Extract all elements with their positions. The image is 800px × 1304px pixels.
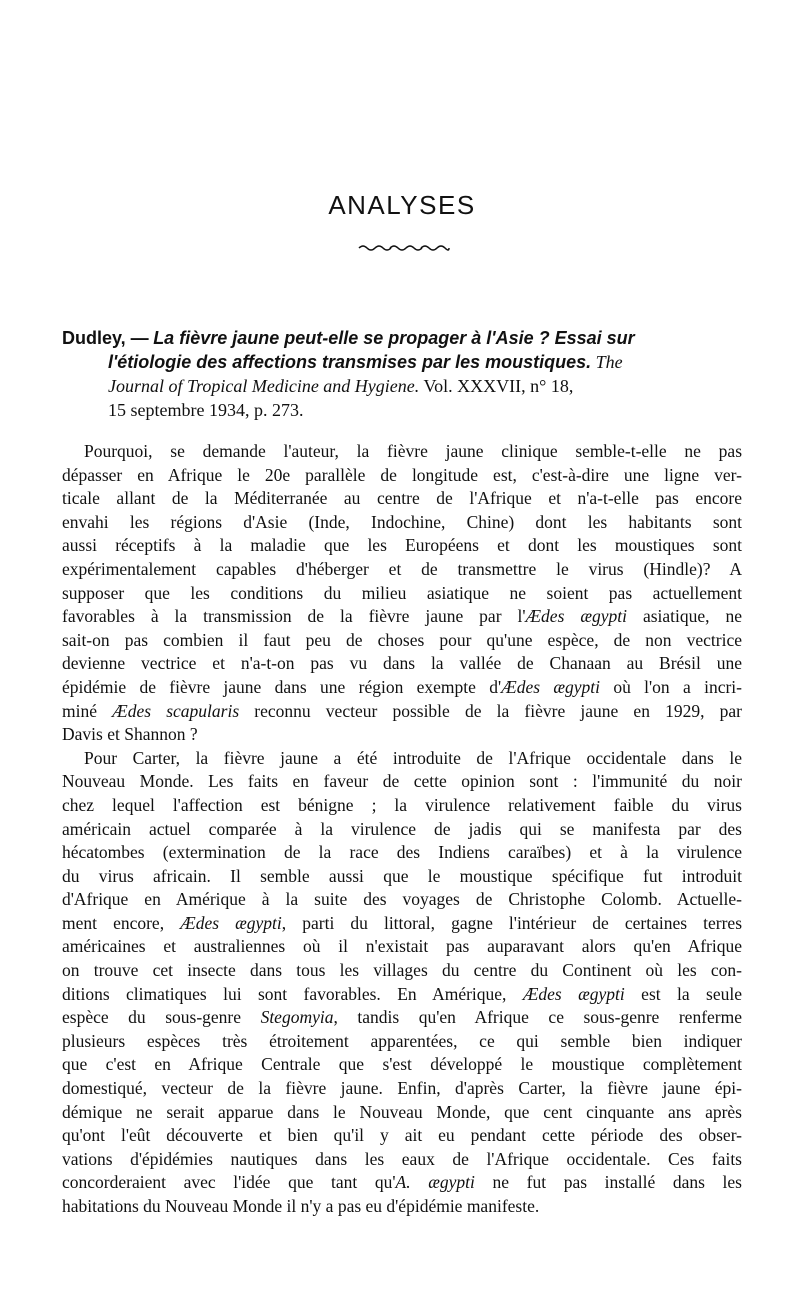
text-segment: ditions climatiques lui sont favorables. En Amérique, <box>62 983 523 1004</box>
species-name: Ædes ægypti <box>501 676 601 697</box>
text-line <box>62 1006 742 1030</box>
text-segment: ne fut pas installé dans les <box>474 1172 742 1193</box>
decorative-ornament <box>357 242 451 252</box>
text-line: Davis et Shannon ? <box>62 724 198 745</box>
text-line: démique ne serait apparue dans le Nouveau Monde, que cent cinquante ans après <box>62 1101 742 1122</box>
text-segment: ment encore, <box>62 912 181 933</box>
document-page <box>62 0 742 1304</box>
text-line <box>62 912 742 936</box>
text-line: dépasser en Afrique le 20e parallèle de longitude est, c'est-à-dire une ligne ver- <box>62 464 742 485</box>
text-line: chez lequel l'affection est bénigne ; la virulence relativement faible du virus <box>62 794 742 815</box>
text-line: qu'ont l'eût découverte et bien qu'il y ait eu pendant cette période des obser- <box>62 1125 742 1146</box>
article-body <box>62 440 742 1219</box>
text-segment: concorderaient avec l'idée que tant qu' <box>62 1172 396 1193</box>
species-name: Ædes ægypti <box>525 606 627 627</box>
reference-line-1 <box>62 326 742 350</box>
text-line <box>62 983 742 1007</box>
text-line <box>62 1171 742 1195</box>
text-segment: , tandis qu'en Afrique ce sous-genre renferme <box>333 1007 742 1028</box>
text-segment: miné <box>62 700 113 721</box>
text-line: envahi les régions d'Asie (Inde, Indochine, Chine) dont les habitants sont <box>62 511 742 532</box>
reference-date: 15 septembre 1934, p. 273. <box>108 400 304 420</box>
paragraph-2 <box>62 747 742 1219</box>
species-name: A. ægypti <box>395 1172 475 1193</box>
text-segment: favorables à la transmission de la fièvre jaune par l' <box>62 606 526 627</box>
text-segment: reconnu vecteur possible de la fièvre jaune en 1929, par <box>239 700 742 721</box>
text-line: plusieurs espèces très étroitement apparentées, ce qui semble bien indiquer <box>62 1030 742 1051</box>
text-segment: espèce du sous-genre <box>62 1007 261 1028</box>
text-segment: asiatique, ne <box>627 606 742 627</box>
reference-line-4 <box>62 398 742 422</box>
text-line: hécatombes (extermination de la race des Indiens caraïbes) et à la virulence <box>62 842 742 863</box>
text-line: ticale allant de la Méditerranée au centre de l'Afrique et n'a-t-elle pas encore <box>62 488 742 509</box>
text-line: Pourquoi, se demande l'auteur, la fièvre jaune clinique semble-t-elle ne pas <box>84 441 742 461</box>
text-segment: épidémie de fièvre jaune dans une région exempte d' <box>62 676 502 697</box>
text-line: expérimentalement capables d'héberger et de transmettre le virus (Hindle)? A <box>62 558 742 579</box>
text-segment: , parti du littoral, gagne l'intérieur de certaines terres <box>281 912 742 933</box>
text-line: domestiqué, vecteur de la fièvre jaune. Enfin, d'après Carter, la fièvre jaune épi- <box>62 1078 742 1099</box>
text-line <box>62 700 742 724</box>
text-line: sait-on pas combien il faut peu de choses pour qu'une espèce, de non vectrice <box>62 629 742 650</box>
text-line: devienne vectrice et n'a-t-on pas vu dans la vallée de Chanaan au Brésil une <box>62 653 742 674</box>
text-line: Pour Carter, la fièvre jaune a été introduite de l'Afrique occidentale dans le <box>84 747 742 768</box>
text-line: aussi réceptifs à la maladie que les Européens et dont les moustiques sont <box>62 535 742 556</box>
text-line: du virus africain. Il semble aussi que le moustique spécifique fut introduit <box>62 865 742 886</box>
reference-journal-b: Journal of Tropical Medicine and Hygiene. <box>108 376 420 396</box>
text-line: supposer que les conditions du milieu asiatique ne soient pas actuellement <box>62 582 742 603</box>
text-line <box>62 676 742 700</box>
text-segment: est la seule <box>624 983 742 1004</box>
bibliographic-reference <box>62 326 742 422</box>
text-segment: où l'on a incri- <box>600 676 742 697</box>
species-name: Ædes ægypti <box>180 912 282 933</box>
page-title: ANALYSES <box>328 190 476 220</box>
reference-journal-a: The <box>595 352 623 372</box>
text-line <box>62 605 742 629</box>
text-line: habitations du Nouveau Monde il n'y a pas eu d'épidémie manifeste. <box>62 1196 540 1216</box>
species-name: Ædes scapularis <box>112 700 240 721</box>
text-line: que c'est en Afrique Centrale que s'est développé le moustique complètement <box>62 1054 742 1075</box>
text-line: d'Afrique en Amérique à la suite des voyages de Christophe Colomb. Actuelle- <box>62 889 742 910</box>
reference-line-2 <box>62 350 742 374</box>
reference-line-3 <box>62 374 742 398</box>
text-line: américaines et australiennes où il n'existait pas auparavant alors qu'en Afrique <box>62 936 742 957</box>
text-line: vations d'épidémies nautiques dans les eaux de l'Afrique occidentale. Ces faits <box>62 1148 742 1169</box>
species-name: Ædes ægypti <box>522 983 625 1004</box>
text-line: américain actuel comparée à la virulence de jadis qui se manifesta par des <box>62 818 742 839</box>
text-line: Nouveau Monde. Les faits en faveur de cette opinion sont : l'immunité du noir <box>62 771 742 792</box>
reference-author: Dudley, — <box>62 328 149 348</box>
text-line: on trouve cet insecte dans tous les villages du centre du Continent où les con- <box>62 960 742 981</box>
reference-volume: Vol. XXXVII, n° 18, <box>423 376 574 396</box>
reference-title-1: La fièvre jaune peut-elle se propager à l'Asie ? Essai sur <box>153 328 635 348</box>
reference-title-2: l'étiologie des affections transmises par les moustiques. <box>108 352 592 372</box>
paragraph-1 <box>62 440 742 747</box>
species-name: Stegomyia <box>260 1007 334 1028</box>
